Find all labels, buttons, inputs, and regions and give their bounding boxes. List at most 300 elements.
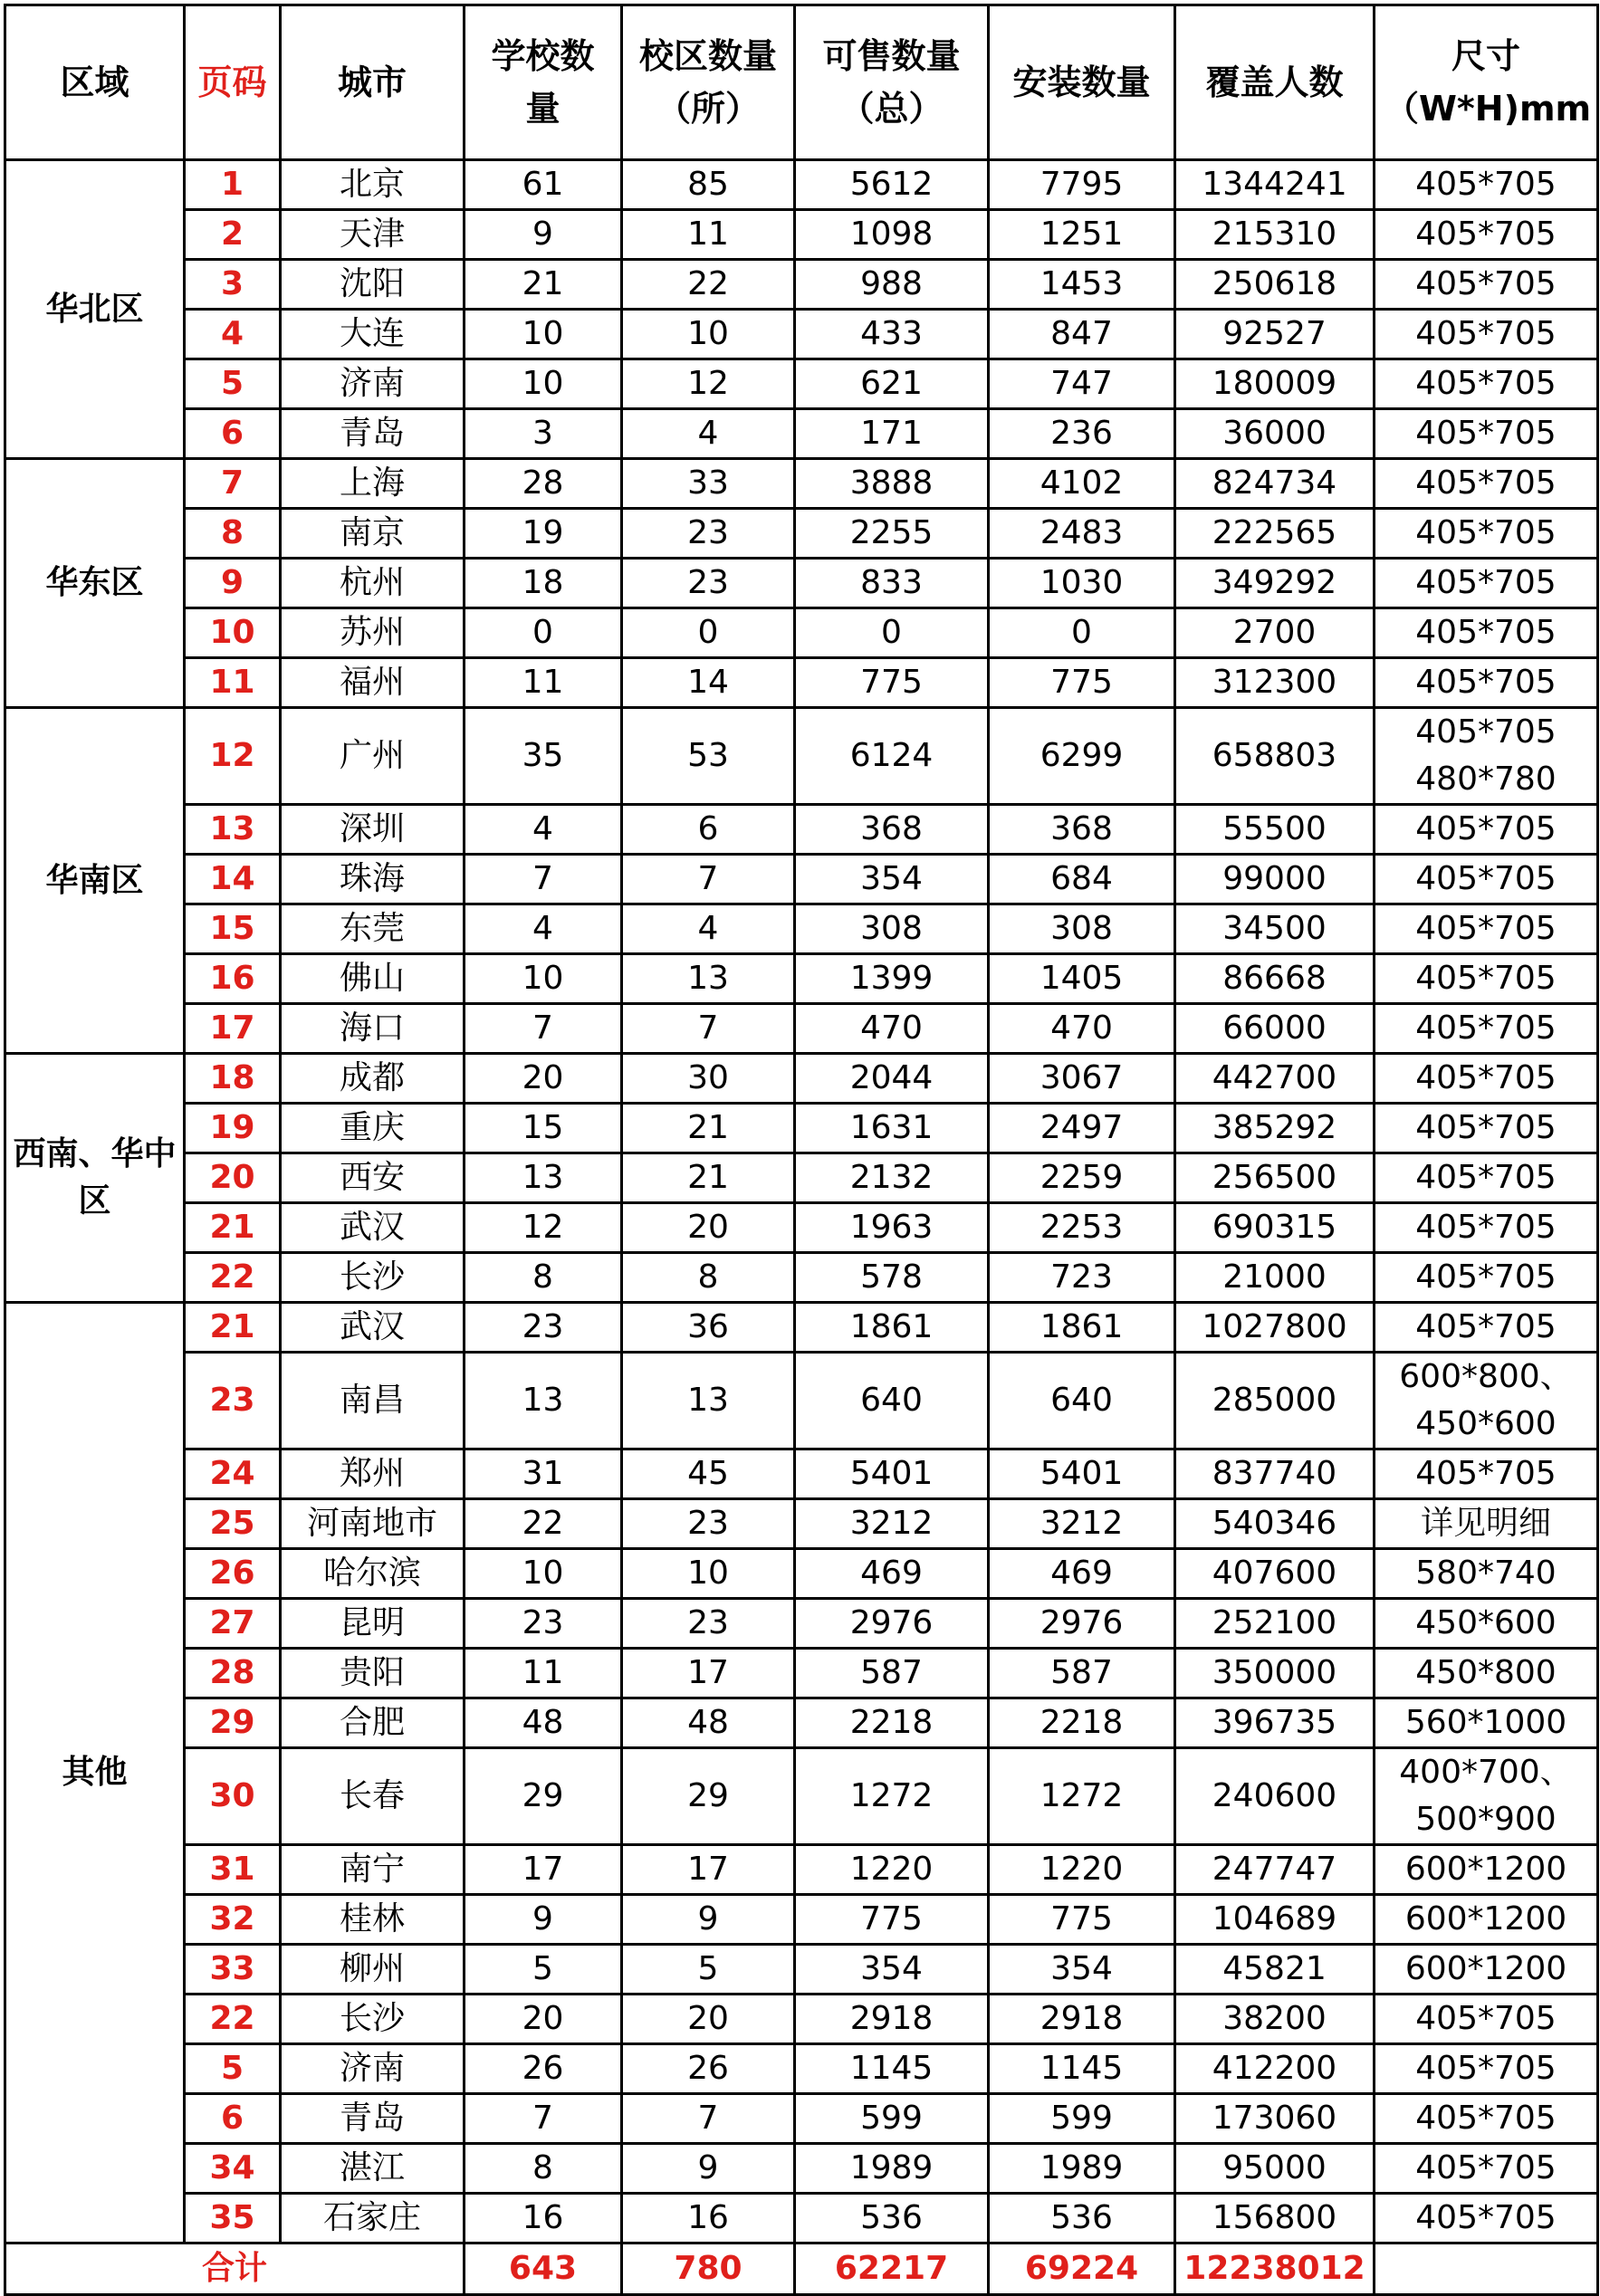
size-value: 405*705 — [1415, 265, 1557, 302]
size-cell — [1375, 310, 1598, 359]
coverage-cell: 824734 — [1175, 459, 1375, 509]
size-cell — [1375, 1845, 1598, 1895]
schools-cell: 7 — [465, 1004, 622, 1054]
size-value: 405*705 — [1415, 415, 1557, 452]
campuses-cell: 14 — [622, 658, 795, 708]
installed-cell: 354 — [989, 1945, 1175, 1995]
table-row — [5, 1153, 1598, 1203]
schools-cell: 10 — [465, 1549, 622, 1599]
installed-cell: 308 — [989, 904, 1175, 954]
size-cell — [1375, 658, 1598, 708]
page-cell: 32 — [185, 1895, 281, 1945]
page-cell: 35 — [185, 2194, 281, 2243]
size-cell — [1375, 1004, 1598, 1054]
size-cell — [1375, 260, 1598, 310]
page-cell: 26 — [185, 1549, 281, 1599]
city-cell: 深圳 — [281, 805, 465, 855]
size-value: 600*1200 — [1404, 1900, 1567, 1937]
table-row — [5, 2094, 1598, 2144]
city-cell: 河南地市 — [281, 1499, 465, 1549]
campuses-cell: 30 — [622, 1054, 795, 1104]
table-row — [5, 409, 1598, 459]
table-row — [5, 1449, 1598, 1499]
page-cell: 16 — [185, 954, 281, 1004]
campuses-cell: 7 — [622, 1004, 795, 1054]
page-cell: 13 — [185, 805, 281, 855]
schools-cell: 35 — [465, 708, 622, 805]
schools-cell: 21 — [465, 260, 622, 310]
sellable-cell: 0 — [795, 608, 989, 658]
city-cell: 南昌 — [281, 1353, 465, 1449]
campuses-cell: 9 — [622, 2144, 795, 2194]
coverage-cell: 412200 — [1175, 2044, 1375, 2094]
table-row — [5, 210, 1598, 260]
page-cell: 22 — [185, 1995, 281, 2044]
city-cell: 柳州 — [281, 1945, 465, 1995]
installed-cell: 0 — [989, 608, 1175, 658]
coverage-cell: 222565 — [1175, 509, 1375, 559]
size-value: 405*705 — [1415, 564, 1557, 601]
page-cell: 6 — [185, 2094, 281, 2144]
size-cell — [1375, 1153, 1598, 1203]
campuses-cell: 16 — [622, 2194, 795, 2243]
city-cell: 沈阳 — [281, 260, 465, 310]
schools-cell: 9 — [465, 1895, 622, 1945]
table-row — [5, 904, 1598, 954]
schools-cell: 8 — [465, 2144, 622, 2194]
schools-cell: 4 — [465, 805, 622, 855]
campuses-cell: 11 — [622, 210, 795, 260]
sellable-cell: 1220 — [795, 1845, 989, 1895]
coverage-cell: 350000 — [1175, 1649, 1375, 1698]
coverage-cell: 36000 — [1175, 409, 1375, 459]
installed-cell: 4102 — [989, 459, 1175, 509]
coverage-cell: 95000 — [1175, 2144, 1375, 2194]
table-row — [5, 1104, 1598, 1153]
page-cell: 21 — [185, 1203, 281, 1253]
schools-cell: 0 — [465, 608, 622, 658]
coverage-cell: 540346 — [1175, 1499, 1375, 1549]
sellable-cell: 775 — [795, 1895, 989, 1945]
sellable-cell: 469 — [795, 1549, 989, 1599]
schools-cell: 13 — [465, 1153, 622, 1203]
campuses-cell: 23 — [622, 509, 795, 559]
sellable-cell: 5401 — [795, 1449, 989, 1499]
total-schools: 643 — [465, 2243, 622, 2295]
table-row — [5, 1649, 1598, 1698]
size-value: 405*705 — [1415, 464, 1557, 502]
campuses-cell: 13 — [622, 1353, 795, 1449]
campuses-cell: 20 — [622, 1995, 795, 2044]
installed-cell: 469 — [989, 1549, 1175, 1599]
sellable-cell: 2255 — [795, 509, 989, 559]
size-cell — [1375, 1995, 1598, 2044]
coverage-cell: 34500 — [1175, 904, 1375, 954]
sellable-cell: 1399 — [795, 954, 989, 1004]
size-value: 405*705 — [1415, 365, 1557, 402]
page-cell: 21 — [185, 1303, 281, 1353]
size-value: 560*1000 — [1404, 1704, 1567, 1741]
size-value: 405*705 — [1415, 315, 1557, 352]
installed-cell: 2259 — [989, 1153, 1175, 1203]
installed-cell: 775 — [989, 658, 1175, 708]
table-row — [5, 160, 1598, 210]
size-value: 405*705 — [1415, 2000, 1557, 2037]
city-cell: 佛山 — [281, 954, 465, 1004]
campuses-cell: 21 — [622, 1153, 795, 1203]
campuses-cell: 26 — [622, 2044, 795, 2094]
schools-cell: 20 — [465, 1995, 622, 2044]
schools-cell: 17 — [465, 1845, 622, 1895]
city-cell: 重庆 — [281, 1104, 465, 1153]
size-cell — [1375, 1599, 1598, 1649]
size-value: 405*705 — [1415, 664, 1557, 701]
size-cell — [1375, 1698, 1598, 1748]
installed-cell: 847 — [989, 310, 1175, 359]
size-cell — [1375, 904, 1598, 954]
size-cell — [1375, 559, 1598, 608]
sellable-cell: 1631 — [795, 1104, 989, 1153]
table-row — [5, 2144, 1598, 2194]
coverage-cell: 104689 — [1175, 1895, 1375, 1945]
campuses-cell: 17 — [622, 1649, 795, 1698]
city-cell: 天津 — [281, 210, 465, 260]
campuses-cell: 4 — [622, 409, 795, 459]
size-cell — [1375, 1499, 1598, 1549]
campuses-cell: 10 — [622, 310, 795, 359]
sellable-cell: 3888 — [795, 459, 989, 509]
table-row — [5, 310, 1598, 359]
size-cell — [1375, 1353, 1598, 1449]
sellable-cell: 470 — [795, 1004, 989, 1054]
size-cell — [1375, 2194, 1598, 2243]
size-value: 405*705 — [1415, 960, 1557, 997]
schools-cell: 28 — [465, 459, 622, 509]
coverage-cell: 99000 — [1175, 855, 1375, 904]
campuses-cell: 29 — [622, 1748, 795, 1845]
sellable-cell: 1963 — [795, 1203, 989, 1253]
city-cell: 郑州 — [281, 1449, 465, 1499]
city-cell: 长春 — [281, 1748, 465, 1845]
coverage-cell: 396735 — [1175, 1698, 1375, 1748]
sellable-cell: 1098 — [795, 210, 989, 260]
schools-cell: 10 — [465, 359, 622, 409]
installed-cell: 1989 — [989, 2144, 1175, 2194]
size-value: 405*705 — [1415, 1059, 1557, 1096]
coverage-cell: 442700 — [1175, 1054, 1375, 1104]
header-city: 城市 — [281, 5, 465, 160]
region-cell: 华东区 — [5, 459, 185, 708]
campuses-cell: 33 — [622, 459, 795, 509]
page-cell: 25 — [185, 1499, 281, 1549]
header-size: 尺寸（W*H)mm — [1375, 5, 1598, 160]
installed-cell: 2483 — [989, 509, 1175, 559]
city-cell: 上海 — [281, 459, 465, 509]
coverage-cell: 86668 — [1175, 954, 1375, 1004]
campuses-cell: 53 — [622, 708, 795, 805]
coverage-cell: 285000 — [1175, 1353, 1375, 1449]
sellable-cell: 354 — [795, 855, 989, 904]
city-cell: 桂林 — [281, 1895, 465, 1945]
schools-cell: 20 — [465, 1054, 622, 1104]
page-cell: 11 — [185, 658, 281, 708]
size-value: 405*705 — [1415, 1009, 1557, 1047]
city-cell: 杭州 — [281, 559, 465, 608]
city-cell: 济南 — [281, 359, 465, 409]
schools-cell: 23 — [465, 1599, 622, 1649]
school-ad-inventory-table — [4, 4, 1599, 2296]
page-cell: 6 — [185, 409, 281, 459]
schools-cell: 11 — [465, 1649, 622, 1698]
region-cell: 西南、华中区 — [5, 1054, 185, 1303]
table-row — [5, 1054, 1598, 1104]
size-cell — [1375, 210, 1598, 260]
size-cell — [1375, 1104, 1598, 1153]
size-value: 400*700、 — [1399, 1754, 1573, 1791]
installed-cell: 536 — [989, 2194, 1175, 2243]
sellable-cell: 775 — [795, 658, 989, 708]
table-row — [5, 2194, 1598, 2243]
total-sellable: 62217 — [795, 2243, 989, 2295]
table-row — [5, 559, 1598, 608]
installed-cell: 775 — [989, 1895, 1175, 1945]
header-sellable: 可售数量（总） — [795, 5, 989, 160]
sellable-cell: 5612 — [795, 160, 989, 210]
size-value: 480*780 — [1415, 761, 1557, 798]
installed-cell: 1145 — [989, 2044, 1175, 2094]
table-row — [5, 1748, 1598, 1845]
size-cell — [1375, 1649, 1598, 1698]
campuses-cell: 0 — [622, 608, 795, 658]
coverage-cell: 21000 — [1175, 1253, 1375, 1303]
table-row — [5, 1599, 1598, 1649]
page-cell: 10 — [185, 608, 281, 658]
installed-cell: 587 — [989, 1649, 1175, 1698]
size-cell — [1375, 1945, 1598, 1995]
sellable-cell: 368 — [795, 805, 989, 855]
page-cell: 14 — [185, 855, 281, 904]
campuses-cell: 23 — [622, 1599, 795, 1649]
page-cell: 17 — [185, 1004, 281, 1054]
size-cell — [1375, 509, 1598, 559]
page-cell: 9 — [185, 559, 281, 608]
coverage-cell: 180009 — [1175, 359, 1375, 409]
coverage-cell: 349292 — [1175, 559, 1375, 608]
table-row — [5, 1698, 1598, 1748]
size-cell — [1375, 1253, 1598, 1303]
table-row — [5, 1995, 1598, 2044]
sellable-cell: 833 — [795, 559, 989, 608]
coverage-cell: 66000 — [1175, 1004, 1375, 1054]
schools-cell: 48 — [465, 1698, 622, 1748]
installed-cell: 1861 — [989, 1303, 1175, 1353]
sellable-cell: 171 — [795, 409, 989, 459]
campuses-cell: 23 — [622, 559, 795, 608]
sellable-cell: 587 — [795, 1649, 989, 1698]
installed-cell: 1453 — [989, 260, 1175, 310]
installed-cell: 5401 — [989, 1449, 1175, 1499]
city-cell: 广州 — [281, 708, 465, 805]
size-value: 405*705 — [1415, 2149, 1557, 2186]
page-cell: 33 — [185, 1945, 281, 1995]
coverage-cell: 690315 — [1175, 1203, 1375, 1253]
total-coverage: 12238012 — [1175, 2243, 1375, 2295]
schools-cell: 29 — [465, 1748, 622, 1845]
coverage-cell: 2700 — [1175, 608, 1375, 658]
schools-cell: 5 — [465, 1945, 622, 1995]
coverage-cell: 252100 — [1175, 1599, 1375, 1649]
campuses-cell: 8 — [622, 1253, 795, 1303]
header-coverage: 覆盖人数 — [1175, 5, 1375, 160]
sellable-cell: 3212 — [795, 1499, 989, 1549]
coverage-cell: 250618 — [1175, 260, 1375, 310]
sellable-cell: 2044 — [795, 1054, 989, 1104]
city-cell: 福州 — [281, 658, 465, 708]
installed-cell: 368 — [989, 805, 1175, 855]
page-cell: 5 — [185, 2044, 281, 2094]
coverage-cell: 173060 — [1175, 2094, 1375, 2144]
size-value: 600*1200 — [1404, 1950, 1567, 1987]
sellable-cell: 536 — [795, 2194, 989, 2243]
campuses-cell: 7 — [622, 855, 795, 904]
schools-cell: 9 — [465, 210, 622, 260]
schools-cell: 15 — [465, 1104, 622, 1153]
size-cell — [1375, 160, 1598, 210]
sellable-cell: 2218 — [795, 1698, 989, 1748]
sellable-cell: 578 — [795, 1253, 989, 1303]
size-value: 450*600 — [1415, 1405, 1557, 1442]
size-value: 405*705 — [1415, 2199, 1557, 2236]
size-value: 600*800、 — [1399, 1358, 1573, 1395]
page-cell: 18 — [185, 1054, 281, 1104]
header-campuses: 校区数量（所） — [622, 5, 795, 160]
city-cell: 贵阳 — [281, 1649, 465, 1698]
installed-cell: 6299 — [989, 708, 1175, 805]
table-row — [5, 1945, 1598, 1995]
region-cell: 华北区 — [5, 160, 185, 459]
city-cell: 南宁 — [281, 1845, 465, 1895]
campuses-cell: 23 — [622, 1499, 795, 1549]
coverage-cell: 658803 — [1175, 708, 1375, 805]
page-cell: 29 — [185, 1698, 281, 1748]
installed-cell: 3067 — [989, 1054, 1175, 1104]
size-value: 405*705 — [1415, 910, 1557, 947]
installed-cell: 684 — [989, 855, 1175, 904]
table-body — [5, 160, 1598, 2243]
schools-cell: 10 — [465, 310, 622, 359]
region-cell: 其他 — [5, 1303, 185, 2243]
table-row — [5, 708, 1598, 805]
coverage-cell: 256500 — [1175, 1153, 1375, 1203]
page-cell: 15 — [185, 904, 281, 954]
campuses-cell: 17 — [622, 1845, 795, 1895]
size-value: 405*705 — [1415, 1209, 1557, 1246]
table-row — [5, 1203, 1598, 1253]
schools-cell: 23 — [465, 1303, 622, 1353]
installed-cell: 2976 — [989, 1599, 1175, 1649]
size-cell — [1375, 1449, 1598, 1499]
sellable-cell: 308 — [795, 904, 989, 954]
city-cell: 哈尔滨 — [281, 1549, 465, 1599]
region-cell: 华南区 — [5, 708, 185, 1054]
size-value: 405*705 — [1415, 713, 1557, 751]
size-cell — [1375, 409, 1598, 459]
city-cell: 合肥 — [281, 1698, 465, 1748]
installed-cell: 2497 — [989, 1104, 1175, 1153]
schools-cell: 61 — [465, 160, 622, 210]
sellable-cell: 988 — [795, 260, 989, 310]
page-cell: 3 — [185, 260, 281, 310]
coverage-cell: 156800 — [1175, 2194, 1375, 2243]
size-cell — [1375, 954, 1598, 1004]
installed-cell: 747 — [989, 359, 1175, 409]
city-cell: 湛江 — [281, 2144, 465, 2194]
installed-cell: 236 — [989, 409, 1175, 459]
installed-cell: 1405 — [989, 954, 1175, 1004]
city-cell: 东莞 — [281, 904, 465, 954]
table-row — [5, 1845, 1598, 1895]
table-row — [5, 1549, 1598, 1599]
size-cell — [1375, 2144, 1598, 2194]
city-cell: 苏州 — [281, 608, 465, 658]
page-cell: 2 — [185, 210, 281, 260]
coverage-cell: 55500 — [1175, 805, 1375, 855]
sellable-cell: 433 — [795, 310, 989, 359]
size-value: 405*705 — [1415, 514, 1557, 551]
schools-cell: 13 — [465, 1353, 622, 1449]
size-value: 405*705 — [1415, 215, 1557, 253]
page-cell: 4 — [185, 310, 281, 359]
installed-cell: 1030 — [989, 559, 1175, 608]
total-installed: 69224 — [989, 2243, 1175, 2295]
table-row — [5, 1353, 1598, 1449]
city-cell: 大连 — [281, 310, 465, 359]
coverage-cell: 92527 — [1175, 310, 1375, 359]
city-cell: 珠海 — [281, 855, 465, 904]
page-cell: 24 — [185, 1449, 281, 1499]
page-cell: 1 — [185, 160, 281, 210]
size-value: 405*705 — [1415, 1455, 1557, 1492]
table-row — [5, 509, 1598, 559]
table-row — [5, 1253, 1598, 1303]
coverage-cell: 247747 — [1175, 1845, 1375, 1895]
schools-cell: 4 — [465, 904, 622, 954]
city-cell: 昆明 — [281, 1599, 465, 1649]
city-cell: 南京 — [281, 509, 465, 559]
size-value: 450*800 — [1415, 1654, 1557, 1691]
coverage-cell: 240600 — [1175, 1748, 1375, 1845]
header-page: 页码 — [185, 5, 281, 160]
page-cell: 22 — [185, 1253, 281, 1303]
size-cell — [1375, 608, 1598, 658]
installed-cell: 2253 — [989, 1203, 1175, 1253]
page-cell: 34 — [185, 2144, 281, 2194]
page-cell: 7 — [185, 459, 281, 509]
size-value: 详见明细 — [1420, 1505, 1551, 1542]
size-cell — [1375, 1549, 1598, 1599]
installed-cell: 470 — [989, 1004, 1175, 1054]
coverage-cell: 38200 — [1175, 1995, 1375, 2044]
page-cell: 28 — [185, 1649, 281, 1698]
size-cell — [1375, 1895, 1598, 1945]
coverage-cell: 45821 — [1175, 1945, 1375, 1995]
city-cell: 青岛 — [281, 2094, 465, 2144]
table-row — [5, 1303, 1598, 1353]
size-value: 405*705 — [1415, 1308, 1557, 1345]
header-row — [5, 5, 1598, 160]
size-value: 405*705 — [1415, 1159, 1557, 1196]
page-cell: 27 — [185, 1599, 281, 1649]
